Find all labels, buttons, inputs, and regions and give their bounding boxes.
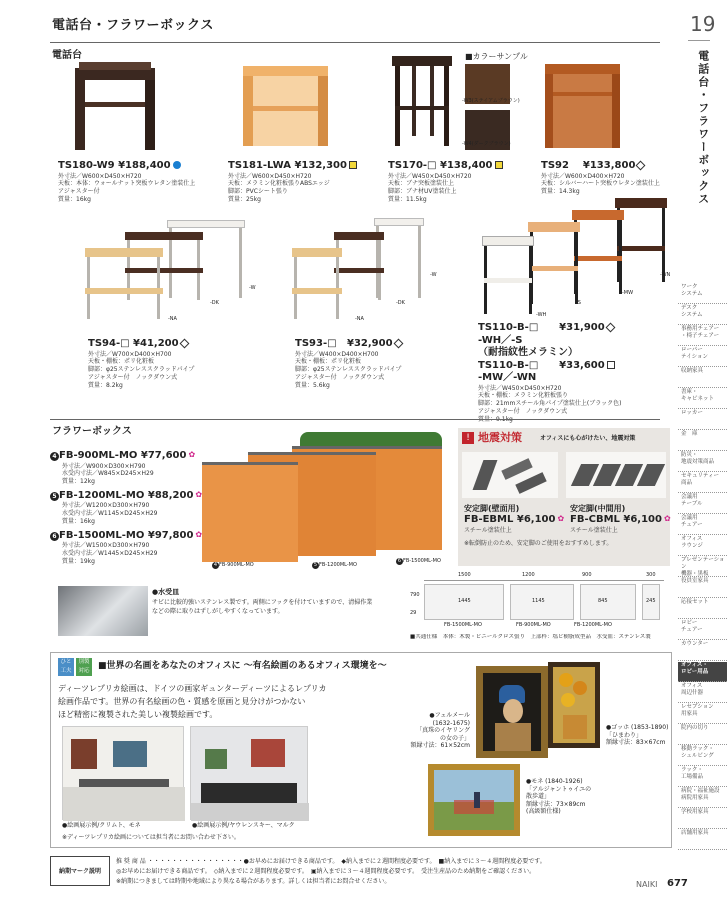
sidebar-item[interactable]: オフィス 周辺什器 xyxy=(678,683,727,703)
sidebar-item[interactable]: カウンター xyxy=(678,641,727,661)
ts110-variant-s: -S xyxy=(576,300,581,306)
ts110a-sub: -WH／-S xyxy=(478,334,523,346)
ts93-spec-1: 外寸法／W400×D400×H700 xyxy=(295,350,379,358)
sidebar-item[interactable]: 病院・福祉施設 病院用家具 xyxy=(678,788,727,808)
legend-line-3: ※納期につきましては時期や地域により異なる場合があります。詳しくは担当者にお問合せください。 xyxy=(116,878,391,885)
ts110a-sub2: （耐指紋性メラミン） xyxy=(478,347,578,358)
delivery-mark-icon xyxy=(349,161,357,169)
monet-painting xyxy=(428,764,520,836)
van-gogh-caption: ●ゴッホ (1853-1890) 「ひまわり」 額縁寸法：83×67cm xyxy=(606,724,669,746)
fb1200-num: 5 xyxy=(50,492,59,501)
common-spec: ■共通仕様 本体：木製・ビニールクロス張り 上部枠：塩ビ樹脂成型品 水受皿：ステンレス製 xyxy=(410,634,651,640)
product-ts180 xyxy=(58,160,218,204)
page-number: 677 xyxy=(667,878,688,889)
ts93-image xyxy=(292,218,432,328)
color-swatch-w4-label: -W4(ダークブラウン) xyxy=(462,141,511,147)
van-gogh-painting xyxy=(548,662,600,748)
middle-bracket-spec: スチール塗装仕上 xyxy=(570,527,618,534)
earthquake-icon: ! xyxy=(462,432,474,444)
fb900-spec-3: 質量：12kg xyxy=(62,478,95,486)
sidebar-item[interactable]: 院内の切り xyxy=(678,725,727,745)
sidebar-item[interactable]: 収納家具 xyxy=(678,368,727,388)
ts93-price: ¥32,900 xyxy=(347,338,393,349)
art-body-1: ディーツレプリカ絵画は、ドイツの画家ギュンターディーツによるレプリカ xyxy=(58,684,327,693)
legend-line-2: ◎お早めにお届けできる商品です。 ◇納入までに２週間程度必要です。 ▣納入までに３～４週間程度必要です。 受注生産品のため納期をご確認ください。 xyxy=(116,868,536,875)
ts93-spec-2: 天板・棚板：ポリ化粧板 xyxy=(295,358,362,366)
fb1500-spec-2: 水受内寸法／W1445×D245×H29 xyxy=(62,550,158,558)
sidebar-item[interactable]: ワーク システム xyxy=(678,284,727,304)
fb900-price: ¥77,600 xyxy=(140,450,187,461)
section-label-phone: 電話台 xyxy=(52,50,82,61)
dim-inner-845: 845 xyxy=(598,598,608,604)
wall-bracket-spec: スチール塗装仕上 xyxy=(464,527,512,534)
dim-height-29: 29 xyxy=(410,610,417,616)
sidebar-item[interactable]: セキュリティー 商品 xyxy=(678,473,727,493)
sidebar-item[interactable]: 会議用 テーブル xyxy=(678,494,727,514)
section-label-flower: フラワーボックス xyxy=(52,426,132,437)
sidebar-item[interactable]: ラック・ 工場備品 xyxy=(678,767,727,787)
custom-order-badge: 別製対応 xyxy=(76,658,92,676)
ts94-price: ¥41,200 xyxy=(133,338,179,349)
ts92-spec-2: 天板：シルバーハート突板ウレタン塗装仕上 xyxy=(541,180,660,188)
delivery-mark-legend-label: 納期マーク説明 xyxy=(50,856,110,886)
ts110-variant-wn: -WN xyxy=(660,272,671,278)
vertical-chapter-title: 電話台・フラワーボックス xyxy=(696,50,710,206)
ts92-price: ¥133,800 xyxy=(582,160,636,171)
sidebar-item[interactable]: 書庫・ キャビネット xyxy=(678,389,727,409)
monet-caption: ●モネ (1840-1926) 「アルジャントゥイユの 散歩道」 額縁寸法：73×89cm (高級額仕様) xyxy=(526,778,592,815)
ts170-image xyxy=(392,56,452,146)
fb1200-spec-3: 質量：16kg xyxy=(62,517,95,525)
made-to-order-icon: ✿ xyxy=(195,489,203,499)
ts94-spec-1: 外寸法／W700×D400×H700 xyxy=(88,350,172,358)
ts170-spec-2: 天板：ブナ突板塗装仕上 xyxy=(388,180,455,188)
ts181-spec-2: 天板：メラミン化粧板張りABSエッジ xyxy=(228,180,330,188)
delivery-mark-icon xyxy=(495,161,503,169)
two-week-mark-icon xyxy=(636,160,646,170)
ts110-spec-2: 天板・棚板：メラミン化粧板張り xyxy=(478,392,569,400)
flower-product-list xyxy=(50,450,203,566)
two-week-mark-icon xyxy=(393,338,403,348)
legend-line-1: 推 奨 商 品 ・・・・・・・・・・・・・・・・●お早めにお届けできる商品です。 ◆納入までに２週間程度必要です。 ■納入までに３～４週間程度必要です。 xyxy=(116,858,546,865)
fb1500-num: 6 xyxy=(50,532,59,541)
ts110-spec-1: 外寸法／W450×D450×H720 xyxy=(478,384,562,392)
sidebar-item[interactable]: 防災・ 地震対策商品 xyxy=(678,452,727,472)
sidebar-item[interactable]: 学校用家具 xyxy=(678,809,727,829)
sidebar-item[interactable]: オフィス・ ロビー用品 xyxy=(678,662,727,682)
ts181-spec-3: 脚部：PVCシート張り xyxy=(228,188,288,196)
product-ts94 xyxy=(88,338,268,389)
fb900-spec-2: 水受内寸法／W845×D245×H29 xyxy=(62,470,154,478)
vermeer-caption: ●フェルメール (1632-1675) 「真珠のイヤリング の女の子」 額縁寸法：61×52cm xyxy=(410,712,470,749)
dim-width-1200: 1200 xyxy=(522,572,535,578)
ts94-spec-2: 天板・棚板：ポリ化粧板 xyxy=(88,358,155,366)
header-rule xyxy=(50,42,660,43)
sidebar-item[interactable]: オフィス ラウンジ xyxy=(678,536,727,556)
fb-image-label-5: 5 FB-1200ML-MO xyxy=(313,562,357,568)
flower-section-rule xyxy=(50,419,660,420)
two-week-mark-icon xyxy=(605,322,615,332)
earthquake-note: ※転倒防止のため、安定脚のご使用をおすすめします。 xyxy=(464,540,613,547)
art-note: ※ディーツレプリカ絵画については担当者にお問い合わせ下さい。 xyxy=(62,834,240,841)
ts92-model: TS92 xyxy=(541,160,569,171)
ts93-spec-3: 脚部：φ25ステンレススクラッドパイプ xyxy=(295,366,402,374)
ts110b-sub: -MW／-WN xyxy=(478,372,537,383)
water-tray-image xyxy=(58,586,148,636)
dim-width-1500: 1500 xyxy=(458,572,471,578)
middle-bracket-price: ¥6,100 xyxy=(623,514,662,525)
three-week-mark-icon xyxy=(607,361,615,369)
two-week-mark-icon xyxy=(179,338,189,348)
ts93-spec-4: アジャスター付 ノックダウン式 xyxy=(295,373,385,381)
middle-bracket-model: FB-CBML xyxy=(570,514,620,525)
ts110-spec-4: アジャスター付 ノックダウン式 xyxy=(478,407,568,415)
ts181-image xyxy=(243,66,328,146)
earthquake-subtitle: オフィスにも心がけたい、地震対策 xyxy=(540,435,636,442)
ts180-spec-3: アジャスター付 xyxy=(58,188,100,196)
ts110-variant-wh: -WH xyxy=(536,312,547,318)
chapter-number: 19 xyxy=(690,12,716,36)
brand-logo: NAIKI xyxy=(636,880,658,889)
sidebar-item[interactable]: 会議用 チェアー xyxy=(678,515,727,535)
fb-image-label-4: 4 FB-900ML-MO xyxy=(213,562,254,568)
sidebar-item[interactable]: デスク システム xyxy=(678,305,727,325)
ts180-model: TS180-W9 xyxy=(58,160,115,171)
fb1200-spec-2: 水受内寸法／W1145×D245×H29 xyxy=(62,510,158,518)
ts170-spec-3: 脚部：ブナ材UV塗装仕上 xyxy=(388,188,457,196)
wall-bracket-label: 安定脚(壁面用) xyxy=(464,504,520,513)
ts180-price: ¥188,400 xyxy=(118,160,171,171)
ts170-model: TS170-□ xyxy=(388,160,437,171)
fb1500-model: FB-1500ML-MO xyxy=(59,529,145,541)
dim-height-790: 790 xyxy=(410,592,420,598)
sidebar-item[interactable]: ロビー チェアー xyxy=(678,620,727,640)
fb1500-spec-1: 外寸法／W1500×D300×H790 xyxy=(62,542,150,550)
water-tray-title: ●水受皿 xyxy=(152,588,180,596)
fb1500-spec-3: 質量：19kg xyxy=(62,557,95,565)
art-body-2: 絵画作品です。世界の有名絵画の色・質感を原画と見分けがつかない xyxy=(58,697,306,706)
sidebar-item[interactable]: 金 庫 xyxy=(678,431,727,451)
chapter-rule xyxy=(688,40,710,41)
ts170-price: ¥138,400 xyxy=(439,160,493,171)
fb900-num: 4 xyxy=(50,452,59,461)
made-to-order-icon: ✿ xyxy=(195,529,203,539)
product-ts110 xyxy=(478,322,668,423)
fb900-model: FB-900ML-MO xyxy=(59,450,138,461)
sidebar-item[interactable]: ローパー テイション xyxy=(678,347,727,367)
ts110a-model: TS110-B-□ xyxy=(478,322,539,333)
page-title: 電話台・フラワーボックス xyxy=(52,18,214,33)
sidebar-item[interactable]: ロッカー xyxy=(678,410,727,430)
dim-inner-1445: 1445 xyxy=(458,598,471,604)
fb900-spec-1: 外寸法／W900×D300×H790 xyxy=(62,462,146,470)
art-body-3: ほど精密に複製された美しい複製絵画です。 xyxy=(58,710,218,719)
color-sample-label: ■カラーサンプル xyxy=(465,52,528,61)
sidebar-item[interactable]: 役員室家具 xyxy=(678,578,727,598)
ts93-spec-5: 質量：5.6kg xyxy=(295,381,330,389)
sidebar-item[interactable]: 店舗用家具 xyxy=(678,830,727,850)
ts110-variant-mw: -MW xyxy=(622,290,634,296)
fb1200-model: FB-1200ML-MO xyxy=(59,489,145,501)
earthquake-title: 地震対策 xyxy=(478,431,522,444)
ts170-spec-4: 質量：11.5kg xyxy=(388,195,427,203)
fb1200-price: ¥88,200 xyxy=(147,489,194,501)
dim-inner-1145: 1145 xyxy=(532,598,545,604)
ts94-spec-3: 脚部：φ25ステンレススクラッドパイプ xyxy=(88,366,195,374)
sidebar-item[interactable]: プレゼンテーション 機器・黒板 xyxy=(678,557,727,577)
sidebar-item[interactable]: レセプション 用家具 xyxy=(678,704,727,724)
water-tray-text-2: などの際に取りはずしがしやすくなっています。 xyxy=(152,608,284,615)
wall-bracket-image xyxy=(462,452,558,498)
ts110b-model: TS110-B-□ xyxy=(478,359,539,371)
water-tray-text-1: サビに比較的強いステンレス製です。両側にフックを付けていますので、清掃作業 xyxy=(152,599,373,606)
ts94-variant-w: -W xyxy=(249,285,256,291)
ts170-spec-1: 外寸法／W450×D450×H720 xyxy=(388,172,472,180)
wall-bracket-model: FB-EBML xyxy=(464,514,514,525)
flower-box-image xyxy=(200,430,450,570)
ts94-image xyxy=(85,218,255,328)
ts110-image xyxy=(480,196,670,316)
earthquake-panel xyxy=(458,428,670,566)
made-to-order-icon: ✿ xyxy=(663,514,671,523)
photo-caption-1: ●絵画展示例/クリムト、モネ xyxy=(62,822,141,829)
ts110-spec-3: 脚部：21mmスチール角パイプ塗装仕上(ブラック色) xyxy=(478,400,622,408)
product-ts92 xyxy=(541,160,676,196)
ts180-image xyxy=(75,62,155,152)
ts180-spec-1: 外寸法／W600×D450×H720 xyxy=(58,172,142,180)
sidebar-item[interactable]: 移動ラック・ シェルビング xyxy=(678,746,727,766)
ts180-spec-2: 天板：本体：ウォールナット突板ウレタン塗装仕上 xyxy=(58,180,196,188)
dimension-diagram xyxy=(410,572,672,630)
room-photo-2 xyxy=(190,726,308,820)
ts110a-price: ¥31,900 xyxy=(559,322,605,333)
ts92-spec-1: 外寸法／W600×D400×H720 xyxy=(541,172,625,180)
ts94-spec-4: アジャスター付 ノックダウン式 xyxy=(88,373,178,381)
ts94-variant-dk: -DK xyxy=(210,300,219,306)
ts180-spec-4: 質量：16kg xyxy=(58,195,91,203)
ts93-variant-dk: -DK xyxy=(396,300,405,306)
dim-inner-245: 245 xyxy=(646,598,656,604)
fb1200-spec-1: 外寸法／W1200×D300×H790 xyxy=(62,502,150,510)
dim-name-3: FB-1200ML-MO xyxy=(574,622,612,628)
product-ts93 xyxy=(295,338,475,389)
ts181-spec-1: 外寸法／W600×D450×H720 xyxy=(228,172,312,180)
recommended-mark-icon xyxy=(173,161,181,169)
ts94-variant-na: -NA xyxy=(168,316,177,322)
dim-width-900: 900 xyxy=(582,572,592,578)
ts94-spec-5: 質量：8.2kg xyxy=(88,381,123,389)
photo-caption-2: ●絵画展示例/ヤウレンスキー、マルク xyxy=(192,822,295,829)
hint-badge: ひと工夫 xyxy=(58,658,74,676)
middle-bracket-image xyxy=(566,452,666,498)
wall-bracket-price: ¥6,100 xyxy=(516,514,556,525)
ts93-variant-na: -NA xyxy=(355,316,364,322)
fb-image-label-6: 6 FB-1500ML-MO xyxy=(397,558,441,564)
art-headline: ■世界の名画をあなたのオフィスに ～有名絵画のあるオフィス環境を～ xyxy=(98,661,387,671)
ts94-model: TS94-□ xyxy=(88,338,130,349)
fb1500-price: ¥97,800 xyxy=(147,529,194,541)
dim-width-300: 300 xyxy=(646,572,656,578)
ts181-spec-4: 質量：25kg xyxy=(228,195,261,203)
sidebar-item[interactable]: 応接セット xyxy=(678,599,727,619)
made-to-order-icon: ✿ xyxy=(188,450,196,459)
dim-name-2: FB-900ML-MO xyxy=(516,622,551,628)
ts92-spec-3: 質量：14.3kg xyxy=(541,188,580,196)
product-ts181 xyxy=(228,160,388,204)
made-to-order-icon: ✿ xyxy=(557,514,565,523)
ts93-model: TS93-□ xyxy=(295,338,337,349)
ts93-variant-w: -W xyxy=(430,272,437,278)
vermeer-painting xyxy=(476,666,548,758)
dim-name-1: FB-1500ML-MO xyxy=(444,622,482,628)
ts181-model: TS181-LWA xyxy=(228,160,291,171)
room-photo-1 xyxy=(62,726,184,820)
ts92-image xyxy=(545,64,620,148)
ts110b-price: ¥33,600 xyxy=(559,359,605,371)
color-swatch-w3-label: -W3(ステイアムブラウン) xyxy=(462,98,520,104)
ts181-price: ¥132,300 xyxy=(294,160,347,171)
sidebar-item[interactable]: 事務用チェアー ・椅子チェアー xyxy=(678,326,727,346)
middle-bracket-label: 安定脚(中間用) xyxy=(570,504,626,513)
